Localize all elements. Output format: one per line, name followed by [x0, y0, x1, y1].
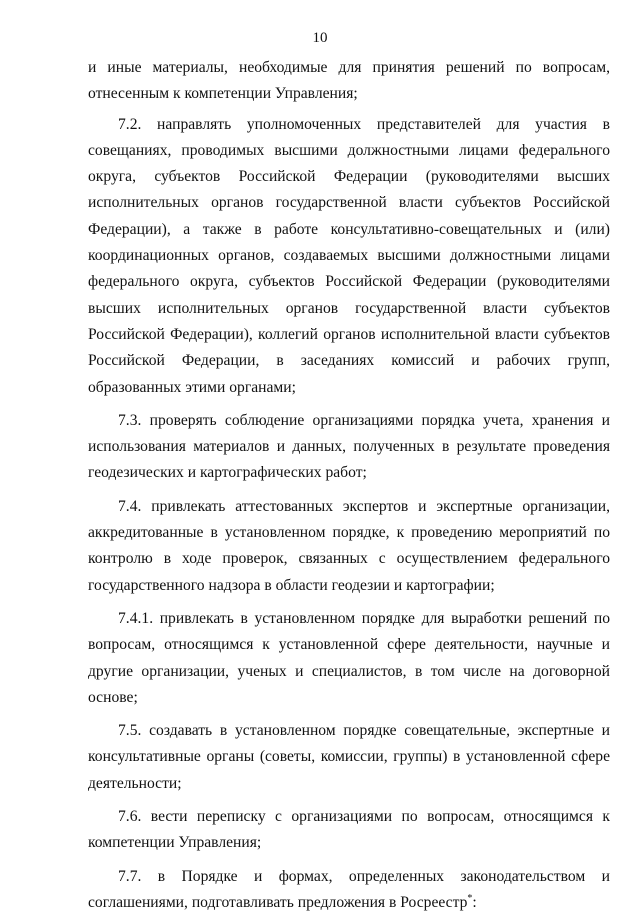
- paragraph-7-3: 7.3. проверять соблюдение организациями порядка учета, хранения и использования материалов и данных, полученных в результате проведения геодезических и картографических работ;: [88, 411, 610, 482]
- paragraph-7-7-text: 7.7. в Порядке и формах, определенных законодательством и соглашениями, подготавливать предложения в Росреестр: [88, 867, 610, 911]
- footnote-mark: *: [467, 892, 473, 904]
- paragraph-7-6: 7.6. вести переписку с организациями по вопросам, относящимся к компетенции Управления;: [88, 808, 610, 852]
- paragraph-continuation: и иные материалы, необходимые для принятия решений по вопросам, отнесенным к компетенции Управления;: [88, 59, 610, 103]
- paragraph-7-4: 7.4. привлекать аттестованных экспертов и экспертные организации, аккредитованные в установленном порядке, к проведению мероприятий по контролю в ходе проверок, связанных с осуществлением федерального государственного надзора в области геодезии и картографии;: [88, 497, 610, 594]
- paragraph-7-5: 7.5. создавать в установленном порядке совещательные, экспертные и консультативные органы (советы, комиссии, группы) в установленной сфере деятельности;: [88, 722, 610, 792]
- document-body: [88, 55, 610, 916]
- paragraph-7-2: 7.2. направлять уполномоченных представителей для участия в совещаниях, проводимых высшими должностными лицами федерального округа, субъектов Российской Федерации (руководителями высших исполнительных органов государственной власти субъектов Российской Федерации), а также в работе консультативно-совещательных и (или) координационных органов, создаваемых высшими должностными лицами федерального округа, субъектов Российской Федерации (руководителями высших исполнительных органов государственной власти субъектов Российской Федерации), коллегий органов исполнительной власти субъектов Российской Федерации, в заседаниях комиссий и рабочих групп, образованных этими органами;: [88, 115, 610, 396]
- paragraph-7-7: [88, 864, 610, 916]
- paragraph-7-4-1: 7.4.1. привлекать в установленном порядке для выработки решений по вопросам, относящимся к установленной сфере деятельности, научные и другие организации, ученых и специалистов, в том числе на договорной основе;: [88, 609, 610, 706]
- trailing-colon: :: [472, 893, 477, 911]
- page-number: 10: [312, 30, 328, 46]
